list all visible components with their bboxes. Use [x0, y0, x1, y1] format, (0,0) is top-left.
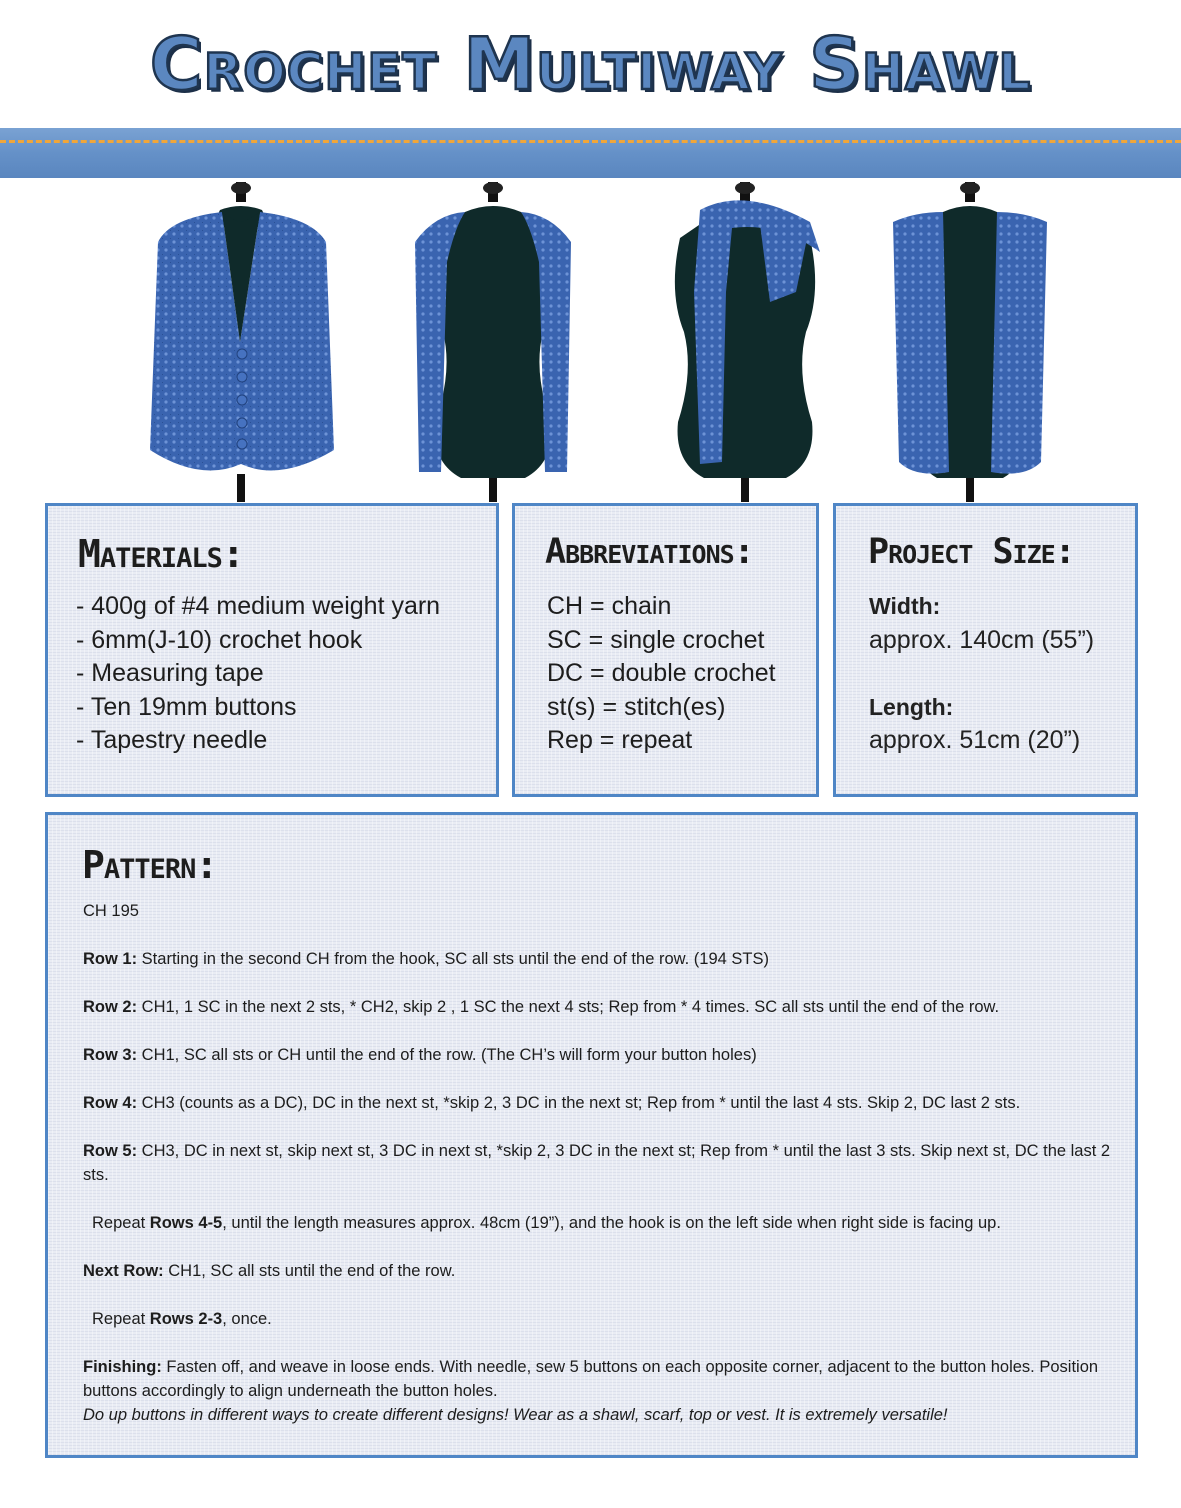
repeat-text: , until the length measures approx. 48cm (19”), and the hook is on the left side when right side is facing up. — [222, 1214, 1001, 1232]
width-value: approx. 140cm (55”) — [869, 625, 1095, 654]
page-title: Crochet Multiway Shawl — [149, 22, 1032, 106]
pattern-panel — [45, 812, 1138, 1458]
list-item: DC = double crochet — [547, 659, 776, 687]
row-text: Starting in the second CH from the hook, SC all sts until the end of the row. (194 STS) — [137, 950, 769, 968]
row-text: CH1, SC all sts until the end of the row. — [163, 1262, 456, 1280]
repeat-rows-2-3 — [83, 1307, 1123, 1331]
row-label: Row 1: — [83, 950, 138, 968]
list-item: - Measuring tape — [76, 659, 264, 687]
pattern-instructions — [83, 899, 1123, 1427]
length-value: approx. 51cm (20”) — [869, 726, 1081, 754]
photo-shawl-shrug — [395, 182, 595, 502]
repeat-text: , once. — [222, 1310, 272, 1328]
row-label: Row 3: — [83, 1046, 138, 1064]
materials-heading: Materials: — [78, 532, 244, 576]
repeat-rows: Rows 4-5 — [149, 1214, 223, 1232]
abbreviations-list — [547, 590, 776, 758]
row-5 — [83, 1139, 1123, 1187]
materials-list — [76, 590, 440, 758]
list-item: - 6mm(J-10) crochet hook — [76, 625, 363, 654]
photo-shawl-scarf — [660, 182, 830, 502]
list-item: - Ten 19mm buttons — [76, 692, 297, 721]
row-text: CH3 (counts as a DC), DC in the next st, *skip 2, 3 DC in the next st; Rep from * until the last 4 sts. Skip 2, DC last 2 sts. — [137, 1094, 1021, 1112]
length-label: Length: — [869, 693, 954, 720]
list-item: CH = chain — [547, 592, 672, 620]
photo-shawl-vest — [885, 182, 1055, 502]
photo-shawl-buttoned — [130, 182, 350, 502]
pattern-start — [83, 899, 1123, 923]
pattern-heading: Pattern: — [82, 843, 218, 887]
finishing-note: Do up buttons in different ways to create different designs! Wear as a shawl, scarf, top or vest. It is extremely versatile! — [83, 1406, 948, 1424]
stitch-line — [0, 140, 1181, 143]
list-item: st(s) = stitch(es) — [547, 692, 726, 721]
finishing — [83, 1355, 1123, 1403]
repeat-text: Repeat — [92, 1214, 150, 1232]
row-text: CH1, SC all sts or CH until the end of the row. (The CH’s will form your button holes) — [137, 1046, 757, 1064]
finishing-text: Fasten off, and weave in loose ends. With needle, sew 5 buttons on each opposite corner, adjacent to the button holes. Position buttons accordingly to align underneath the button holes. — [83, 1358, 1099, 1400]
repeat-rows: Rows 2-3 — [149, 1310, 223, 1328]
denim-stripe-banner — [0, 128, 1181, 178]
row-2 — [83, 995, 1123, 1019]
row-text: CH3, DC in next st, skip next st, 3 DC in next st, *skip 2, 3 DC in the next st; Rep from * until the last 3 sts. Skip next st, DC the last 2 sts. — [83, 1142, 1111, 1184]
row-label: Row 4: — [83, 1094, 138, 1112]
abbreviations-panel — [512, 503, 819, 797]
list-item: SC = single crochet — [547, 625, 765, 654]
project-size-panel — [833, 503, 1138, 797]
row-1 — [83, 947, 1123, 971]
row-label: Row 5: — [83, 1142, 138, 1160]
row-3 — [83, 1043, 1123, 1067]
finishing-label: Finishing: — [83, 1358, 162, 1376]
width-label: Width: — [869, 593, 941, 619]
repeat-rows-4-5 — [83, 1211, 1123, 1235]
start-chain: CH 195 — [83, 902, 139, 920]
photo-row — [0, 182, 1181, 502]
row-text: CH1, 1 SC in the next 2 sts, * CH2, skip 2 , 1 SC the next 4 sts; Rep from * 4 times. SC all sts until the end of the row. — [137, 998, 1000, 1016]
list-item: Rep = repeat — [547, 726, 693, 754]
row-label: Next Row: — [83, 1262, 164, 1280]
list-item: - 400g of #4 medium weight yarn — [76, 592, 441, 620]
next-row — [83, 1259, 1123, 1283]
abbreviations-heading: Abbreviations: — [545, 532, 754, 572]
row-4 — [83, 1091, 1123, 1115]
materials-panel — [45, 503, 499, 797]
repeat-text: Repeat — [92, 1310, 150, 1328]
row-label: Row 2: — [83, 998, 138, 1016]
list-item: - Tapestry needle — [76, 726, 268, 754]
project-size-heading: Project Size: — [868, 532, 1075, 572]
